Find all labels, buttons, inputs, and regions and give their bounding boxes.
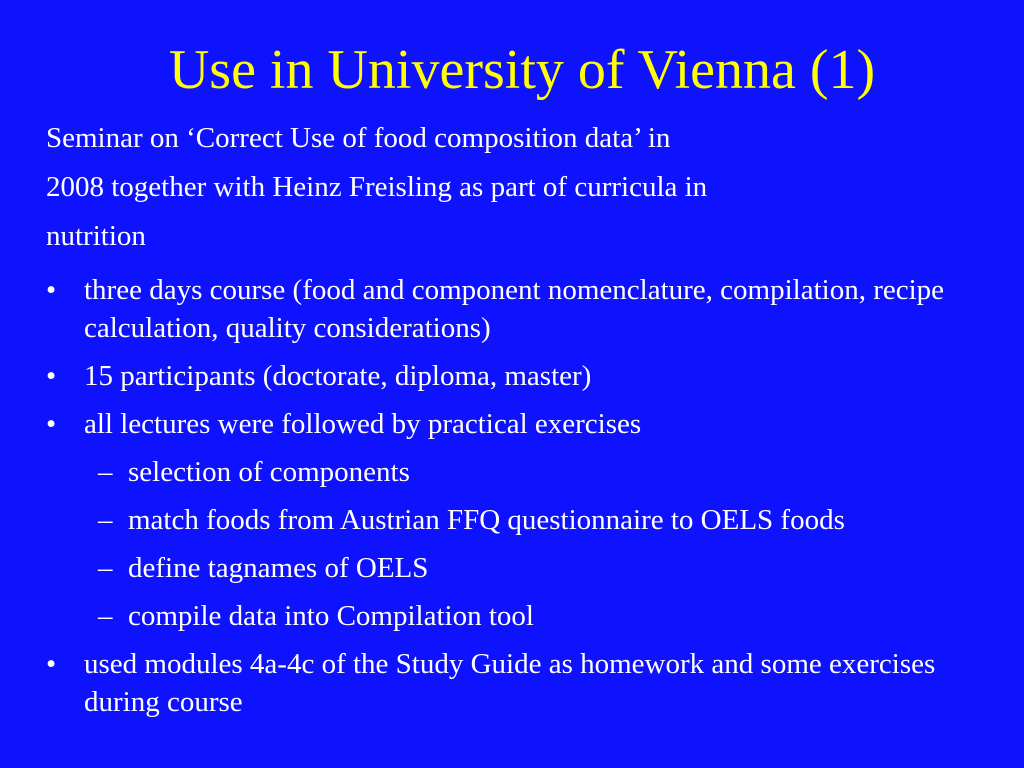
bullet-text: used modules 4a-4c of the Study Guide as homework and some exercises during course [84,648,936,718]
intro-line-2: 2008 together with Heinz Freisling as part of curricula in [46,171,708,203]
slide-body [46,114,1006,721]
bullet-marker: • [46,360,57,392]
bullet-marker: • [46,274,57,306]
dash-marker: – [98,600,113,632]
subbullet-text: match foods from Austrian FFQ questionnaire to OELS foods [128,504,845,536]
bullet-marker: • [46,408,57,440]
intro-line-1: Seminar on ‘Correct Use of food composition data’ in [46,122,671,154]
subbullet-text: selection of components [128,456,410,488]
subbullet-text: define tagnames of OELS [128,552,429,584]
subbullet-tagnames [46,549,1006,587]
bullet-marker: • [46,648,57,680]
dash-marker: – [98,552,113,584]
bullet-participants [46,357,1006,395]
subbullet-match-foods [46,501,1006,539]
bullet-text: three days course (food and component nomenclature, compilation, recipe calculation, quality considerations) [84,274,945,344]
subbullet-text: compile data into Compilation tool [128,600,534,632]
bullet-modules [46,645,1006,721]
intro-line-3: nutrition [46,220,146,252]
slide-title: Use in University of Vienna (1) [168,39,876,101]
dash-marker: – [98,456,113,488]
dash-marker: – [98,504,113,536]
bullet-lectures [46,405,1006,443]
bullet-text: all lectures were followed by practical exercises [84,408,642,440]
subbullet-selection [46,453,1006,491]
bullet-text: 15 participants (doctorate, diploma, master) [84,360,592,392]
bullet-course-duration [46,271,1006,347]
subbullet-compile [46,597,1006,635]
